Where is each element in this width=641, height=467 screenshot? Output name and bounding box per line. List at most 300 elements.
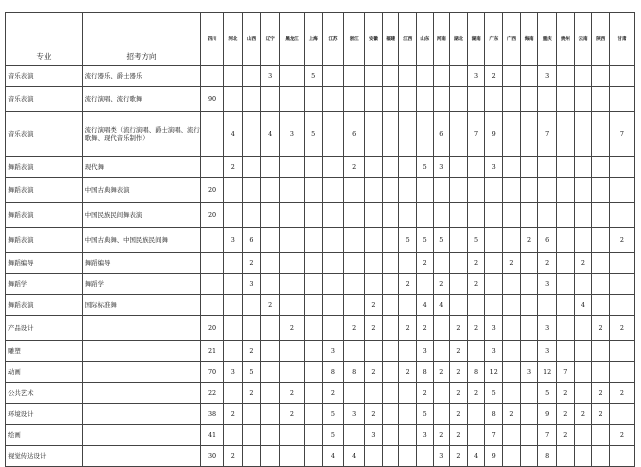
quota-cell: 2 bbox=[365, 295, 383, 316]
quota-cell bbox=[450, 178, 468, 203]
quota-cell: 2 bbox=[450, 383, 468, 404]
quota-cell bbox=[223, 274, 242, 295]
quota-cell bbox=[261, 341, 280, 362]
quota-cell: 2 bbox=[433, 425, 450, 446]
quota-cell bbox=[399, 404, 417, 425]
quota-cell bbox=[201, 274, 224, 295]
quota-cell: 2 bbox=[223, 446, 242, 467]
quota-cell bbox=[382, 404, 399, 425]
quota-cell bbox=[261, 178, 280, 203]
quota-cell bbox=[592, 203, 610, 228]
quota-cell bbox=[592, 446, 610, 467]
direction-cell: 流行器乐、爵士器乐 bbox=[82, 66, 200, 87]
header-province: 河北 bbox=[223, 13, 242, 66]
quota-cell bbox=[520, 425, 538, 446]
quota-cell bbox=[399, 446, 417, 467]
quota-cell: 2 bbox=[344, 316, 365, 341]
quota-cell: 20 bbox=[201, 316, 224, 341]
quota-cell bbox=[520, 446, 538, 467]
quota-cell: 3 bbox=[538, 341, 557, 362]
quota-cell bbox=[503, 425, 521, 446]
quota-cell bbox=[322, 295, 344, 316]
quota-cell: 5 bbox=[322, 425, 344, 446]
quota-cell: 5 bbox=[416, 228, 433, 253]
quota-cell bbox=[609, 274, 634, 295]
quota-cell: 2 bbox=[556, 404, 574, 425]
quota-cell: 3 bbox=[520, 362, 538, 383]
quota-cell bbox=[344, 425, 365, 446]
quota-cell: 9 bbox=[485, 446, 503, 467]
quota-cell bbox=[382, 383, 399, 404]
quota-cell: 5 bbox=[304, 112, 322, 157]
quota-cell bbox=[261, 383, 280, 404]
quota-cell bbox=[399, 66, 417, 87]
major-cell: 音乐表演 bbox=[6, 87, 83, 112]
quota-cell bbox=[574, 157, 592, 178]
quota-cell bbox=[433, 404, 450, 425]
quota-cell bbox=[520, 203, 538, 228]
quota-cell bbox=[467, 425, 485, 446]
quota-cell: 2 bbox=[556, 383, 574, 404]
quota-cell bbox=[592, 362, 610, 383]
quota-cell bbox=[416, 178, 433, 203]
header-province: 福建 bbox=[382, 13, 399, 66]
major-cell: 雕塑 bbox=[6, 341, 83, 362]
quota-cell bbox=[574, 446, 592, 467]
header-province: 湖南 bbox=[467, 13, 485, 66]
direction-cell bbox=[82, 404, 200, 425]
quota-cell bbox=[450, 112, 468, 157]
quota-cell: 3 bbox=[485, 157, 503, 178]
quota-cell: 2 bbox=[223, 404, 242, 425]
quota-cell bbox=[242, 66, 261, 87]
table-row bbox=[6, 274, 635, 295]
quota-cell bbox=[261, 362, 280, 383]
quota-cell bbox=[574, 316, 592, 341]
quota-cell: 2 bbox=[467, 274, 485, 295]
quota-cell bbox=[433, 203, 450, 228]
quota-cell: 70 bbox=[201, 362, 224, 383]
quota-cell bbox=[399, 295, 417, 316]
quota-cell: 12 bbox=[538, 362, 557, 383]
quota-cell bbox=[344, 341, 365, 362]
quota-cell bbox=[433, 383, 450, 404]
quota-cell bbox=[467, 295, 485, 316]
quota-cell: 22 bbox=[201, 383, 224, 404]
quota-cell: 2 bbox=[556, 425, 574, 446]
header-province: 黑龙江 bbox=[279, 13, 304, 66]
major-cell: 环境设计 bbox=[6, 404, 83, 425]
quota-cell: 3 bbox=[538, 66, 557, 87]
quota-cell bbox=[485, 203, 503, 228]
quota-cell bbox=[556, 253, 574, 274]
quota-cell bbox=[344, 228, 365, 253]
quota-cell: 2 bbox=[609, 228, 634, 253]
quota-cell bbox=[574, 341, 592, 362]
quota-cell bbox=[279, 228, 304, 253]
quota-cell: 3 bbox=[485, 316, 503, 341]
quota-cell bbox=[242, 87, 261, 112]
quota-cell bbox=[365, 178, 383, 203]
quota-cell: 5 bbox=[242, 362, 261, 383]
quota-cell bbox=[556, 228, 574, 253]
quota-cell bbox=[520, 295, 538, 316]
header-province: 云南 bbox=[574, 13, 592, 66]
quota-cell bbox=[279, 295, 304, 316]
quota-cell bbox=[344, 203, 365, 228]
quota-cell bbox=[322, 228, 344, 253]
header-province: 贵州 bbox=[556, 13, 574, 66]
quota-cell bbox=[261, 446, 280, 467]
quota-cell: 2 bbox=[416, 316, 433, 341]
major-cell: 公共艺术 bbox=[6, 383, 83, 404]
major-cell: 舞蹈表演 bbox=[6, 203, 83, 228]
quota-cell bbox=[503, 228, 521, 253]
quota-cell bbox=[365, 253, 383, 274]
quota-cell bbox=[574, 66, 592, 87]
quota-cell bbox=[223, 341, 242, 362]
quota-cell bbox=[520, 87, 538, 112]
quota-cell bbox=[304, 446, 322, 467]
quota-cell bbox=[223, 178, 242, 203]
quota-cell bbox=[279, 274, 304, 295]
quota-cell bbox=[450, 157, 468, 178]
quota-cell bbox=[450, 228, 468, 253]
major-cell: 音乐表演 bbox=[6, 112, 83, 157]
quota-cell bbox=[520, 66, 538, 87]
quota-cell bbox=[503, 362, 521, 383]
quota-cell: 6 bbox=[433, 112, 450, 157]
quota-cell: 2 bbox=[520, 228, 538, 253]
quota-cell bbox=[574, 178, 592, 203]
header-province: 河南 bbox=[433, 13, 450, 66]
quota-cell: 3 bbox=[322, 341, 344, 362]
quota-cell bbox=[450, 87, 468, 112]
quota-cell bbox=[467, 203, 485, 228]
quota-cell: 2 bbox=[365, 316, 383, 341]
quota-cell: 20 bbox=[201, 203, 224, 228]
direction-cell bbox=[82, 446, 200, 467]
quota-cell bbox=[556, 66, 574, 87]
quota-cell bbox=[223, 316, 242, 341]
quota-cell bbox=[433, 253, 450, 274]
quota-cell bbox=[399, 383, 417, 404]
quota-cell bbox=[399, 112, 417, 157]
quota-cell: 3 bbox=[223, 362, 242, 383]
quota-cell bbox=[382, 425, 399, 446]
quota-cell: 6 bbox=[538, 228, 557, 253]
quota-cell: 2 bbox=[433, 362, 450, 383]
quota-cell: 3 bbox=[223, 228, 242, 253]
header-province: 海南 bbox=[520, 13, 538, 66]
quota-cell: 2 bbox=[279, 383, 304, 404]
quota-cell: 3 bbox=[467, 66, 485, 87]
quota-cell bbox=[304, 383, 322, 404]
direction-cell bbox=[82, 425, 200, 446]
quota-cell bbox=[556, 157, 574, 178]
quota-cell bbox=[609, 446, 634, 467]
quota-cell: 38 bbox=[201, 404, 224, 425]
quota-cell bbox=[242, 425, 261, 446]
quota-cell bbox=[520, 316, 538, 341]
quota-cell: 8 bbox=[344, 362, 365, 383]
quota-cell: 2 bbox=[609, 316, 634, 341]
quota-cell bbox=[399, 87, 417, 112]
quota-cell bbox=[574, 425, 592, 446]
quota-cell bbox=[433, 316, 450, 341]
quota-cell: 2 bbox=[279, 404, 304, 425]
quota-cell bbox=[365, 87, 383, 112]
quota-cell: 3 bbox=[433, 446, 450, 467]
quota-cell bbox=[344, 253, 365, 274]
quota-cell bbox=[503, 112, 521, 157]
quota-cell: 2 bbox=[450, 341, 468, 362]
quota-cell bbox=[279, 253, 304, 274]
quota-cell bbox=[503, 274, 521, 295]
quota-cell: 2 bbox=[416, 383, 433, 404]
quota-cell bbox=[279, 178, 304, 203]
quota-cell bbox=[520, 112, 538, 157]
quota-cell: 3 bbox=[433, 157, 450, 178]
quota-cell: 5 bbox=[467, 228, 485, 253]
quota-cell bbox=[322, 274, 344, 295]
quota-cell: 4 bbox=[574, 295, 592, 316]
quota-cell: 7 bbox=[467, 112, 485, 157]
quota-cell bbox=[344, 87, 365, 112]
quota-cell bbox=[304, 341, 322, 362]
quota-cell bbox=[416, 446, 433, 467]
quota-cell bbox=[485, 295, 503, 316]
quota-cell bbox=[365, 112, 383, 157]
major-cell: 视觉传达设计 bbox=[6, 446, 83, 467]
quota-cell: 5 bbox=[485, 383, 503, 404]
quota-cell bbox=[304, 316, 322, 341]
quota-cell bbox=[609, 362, 634, 383]
quota-cell: 2 bbox=[242, 253, 261, 274]
quota-cell bbox=[261, 87, 280, 112]
quota-cell bbox=[609, 178, 634, 203]
quota-cell: 2 bbox=[450, 425, 468, 446]
quota-cell bbox=[450, 66, 468, 87]
direction-cell bbox=[82, 341, 200, 362]
quota-cell bbox=[592, 178, 610, 203]
quota-cell: 21 bbox=[201, 341, 224, 362]
quota-cell bbox=[365, 157, 383, 178]
quota-cell bbox=[399, 253, 417, 274]
quota-cell bbox=[261, 228, 280, 253]
major-cell: 产品设计 bbox=[6, 316, 83, 341]
quota-cell: 5 bbox=[399, 228, 417, 253]
quota-cell bbox=[538, 178, 557, 203]
quota-cell bbox=[503, 383, 521, 404]
quota-cell bbox=[538, 87, 557, 112]
header-major: 专业 bbox=[6, 13, 83, 66]
quota-cell bbox=[242, 446, 261, 467]
quota-cell bbox=[344, 66, 365, 87]
quota-cell: 2 bbox=[433, 274, 450, 295]
quota-cell: 20 bbox=[201, 178, 224, 203]
quota-cell bbox=[485, 178, 503, 203]
quota-cell: 2 bbox=[467, 383, 485, 404]
quota-cell: 8 bbox=[485, 404, 503, 425]
quota-cell bbox=[382, 203, 399, 228]
quota-cell bbox=[485, 253, 503, 274]
quota-cell bbox=[556, 341, 574, 362]
quota-cell bbox=[261, 316, 280, 341]
table-row bbox=[6, 362, 635, 383]
quota-cell bbox=[503, 157, 521, 178]
quota-cell bbox=[201, 228, 224, 253]
quota-cell bbox=[382, 274, 399, 295]
quota-cell: 8 bbox=[538, 446, 557, 467]
table-row bbox=[6, 66, 635, 87]
quota-cell bbox=[382, 295, 399, 316]
quota-cell bbox=[503, 316, 521, 341]
major-cell: 动画 bbox=[6, 362, 83, 383]
quota-cell bbox=[467, 178, 485, 203]
quota-cell bbox=[520, 383, 538, 404]
major-cell: 舞蹈表演 bbox=[6, 228, 83, 253]
header-province: 四川 bbox=[201, 13, 224, 66]
quota-cell: 3 bbox=[416, 425, 433, 446]
header-province: 重庆 bbox=[538, 13, 557, 66]
quota-cell bbox=[592, 112, 610, 157]
quota-cell bbox=[592, 295, 610, 316]
quota-cell bbox=[485, 228, 503, 253]
quota-cell bbox=[574, 362, 592, 383]
quota-cell: 2 bbox=[450, 362, 468, 383]
quota-cell bbox=[574, 112, 592, 157]
quota-cell: 2 bbox=[503, 404, 521, 425]
quota-cell bbox=[485, 274, 503, 295]
quota-cell bbox=[344, 383, 365, 404]
quota-cell bbox=[223, 295, 242, 316]
quota-cell bbox=[344, 274, 365, 295]
quota-cell bbox=[382, 253, 399, 274]
quota-cell bbox=[556, 203, 574, 228]
quota-cell bbox=[416, 66, 433, 87]
quota-cell: 4 bbox=[261, 112, 280, 157]
quota-cell: 2 bbox=[344, 157, 365, 178]
quota-cell: 3 bbox=[279, 112, 304, 157]
quota-cell: 5 bbox=[538, 383, 557, 404]
quota-cell: 2 bbox=[503, 253, 521, 274]
quota-cell bbox=[592, 274, 610, 295]
quota-cell bbox=[556, 446, 574, 467]
quota-cell: 4 bbox=[467, 446, 485, 467]
quota-cell bbox=[322, 178, 344, 203]
quota-cell: 2 bbox=[416, 253, 433, 274]
quota-cell: 2 bbox=[574, 253, 592, 274]
table-row bbox=[6, 446, 635, 467]
quota-cell bbox=[592, 157, 610, 178]
quota-cell bbox=[279, 341, 304, 362]
quota-cell bbox=[304, 203, 322, 228]
quota-cell: 41 bbox=[201, 425, 224, 446]
quota-cell bbox=[467, 341, 485, 362]
quota-cell bbox=[574, 87, 592, 112]
quota-cell: 2 bbox=[242, 341, 261, 362]
quota-cell bbox=[574, 383, 592, 404]
quota-cell bbox=[433, 66, 450, 87]
quota-cell bbox=[556, 178, 574, 203]
quota-cell bbox=[261, 253, 280, 274]
quota-cell bbox=[201, 112, 224, 157]
quota-cell: 2 bbox=[365, 404, 383, 425]
quota-cell bbox=[399, 178, 417, 203]
quota-cell bbox=[279, 66, 304, 87]
quota-cell bbox=[365, 203, 383, 228]
quota-cell bbox=[433, 178, 450, 203]
quota-cell bbox=[382, 157, 399, 178]
quota-cell bbox=[433, 87, 450, 112]
header-province: 陕西 bbox=[592, 13, 610, 66]
quota-cell bbox=[304, 178, 322, 203]
quota-cell: 3 bbox=[538, 274, 557, 295]
quota-cell bbox=[322, 316, 344, 341]
quota-cell bbox=[450, 274, 468, 295]
quota-cell bbox=[556, 274, 574, 295]
quota-cell bbox=[399, 425, 417, 446]
quota-cell: 8 bbox=[322, 362, 344, 383]
quota-cell: 4 bbox=[223, 112, 242, 157]
direction-cell: 国际标准舞 bbox=[82, 295, 200, 316]
quota-cell: 2 bbox=[399, 362, 417, 383]
quota-cell bbox=[322, 66, 344, 87]
quota-cell: 2 bbox=[223, 157, 242, 178]
quota-cell bbox=[201, 157, 224, 178]
quota-cell bbox=[261, 203, 280, 228]
quota-cell: 2 bbox=[538, 253, 557, 274]
quota-cell bbox=[322, 157, 344, 178]
quota-cell: 3 bbox=[538, 316, 557, 341]
quota-cell bbox=[520, 341, 538, 362]
quota-cell: 5 bbox=[433, 228, 450, 253]
table-row bbox=[6, 203, 635, 228]
table-row bbox=[6, 253, 635, 274]
quota-cell: 2 bbox=[279, 316, 304, 341]
quota-cell bbox=[223, 203, 242, 228]
quota-cell: 5 bbox=[304, 66, 322, 87]
quota-cell bbox=[201, 66, 224, 87]
header-province: 山东 bbox=[416, 13, 433, 66]
quota-cell bbox=[538, 295, 557, 316]
quota-cell: 6 bbox=[344, 112, 365, 157]
quota-cell: 2 bbox=[322, 383, 344, 404]
quota-cell bbox=[609, 157, 634, 178]
header-province: 浙江 bbox=[344, 13, 365, 66]
major-cell: 舞蹈表演 bbox=[6, 178, 83, 203]
quota-cell: 2 bbox=[609, 425, 634, 446]
quota-cell: 2 bbox=[399, 316, 417, 341]
major-cell: 舞蹈表演 bbox=[6, 157, 83, 178]
table-row bbox=[6, 383, 635, 404]
quota-cell: 6 bbox=[242, 228, 261, 253]
quota-cell: 8 bbox=[416, 362, 433, 383]
quota-cell bbox=[322, 253, 344, 274]
direction-cell bbox=[82, 362, 200, 383]
quota-cell: 2 bbox=[467, 316, 485, 341]
quota-cell bbox=[609, 295, 634, 316]
quota-cell: 2 bbox=[450, 446, 468, 467]
quota-cell bbox=[609, 66, 634, 87]
quota-cell bbox=[261, 404, 280, 425]
quota-cell: 2 bbox=[609, 383, 634, 404]
direction-cell: 舞蹈编导 bbox=[82, 253, 200, 274]
quota-cell bbox=[485, 87, 503, 112]
direction-cell: 舞蹈学 bbox=[82, 274, 200, 295]
direction-cell: 流行演唱类（流行演唱、爵士演唱、流行歌舞、现代音乐制作） bbox=[82, 112, 200, 157]
